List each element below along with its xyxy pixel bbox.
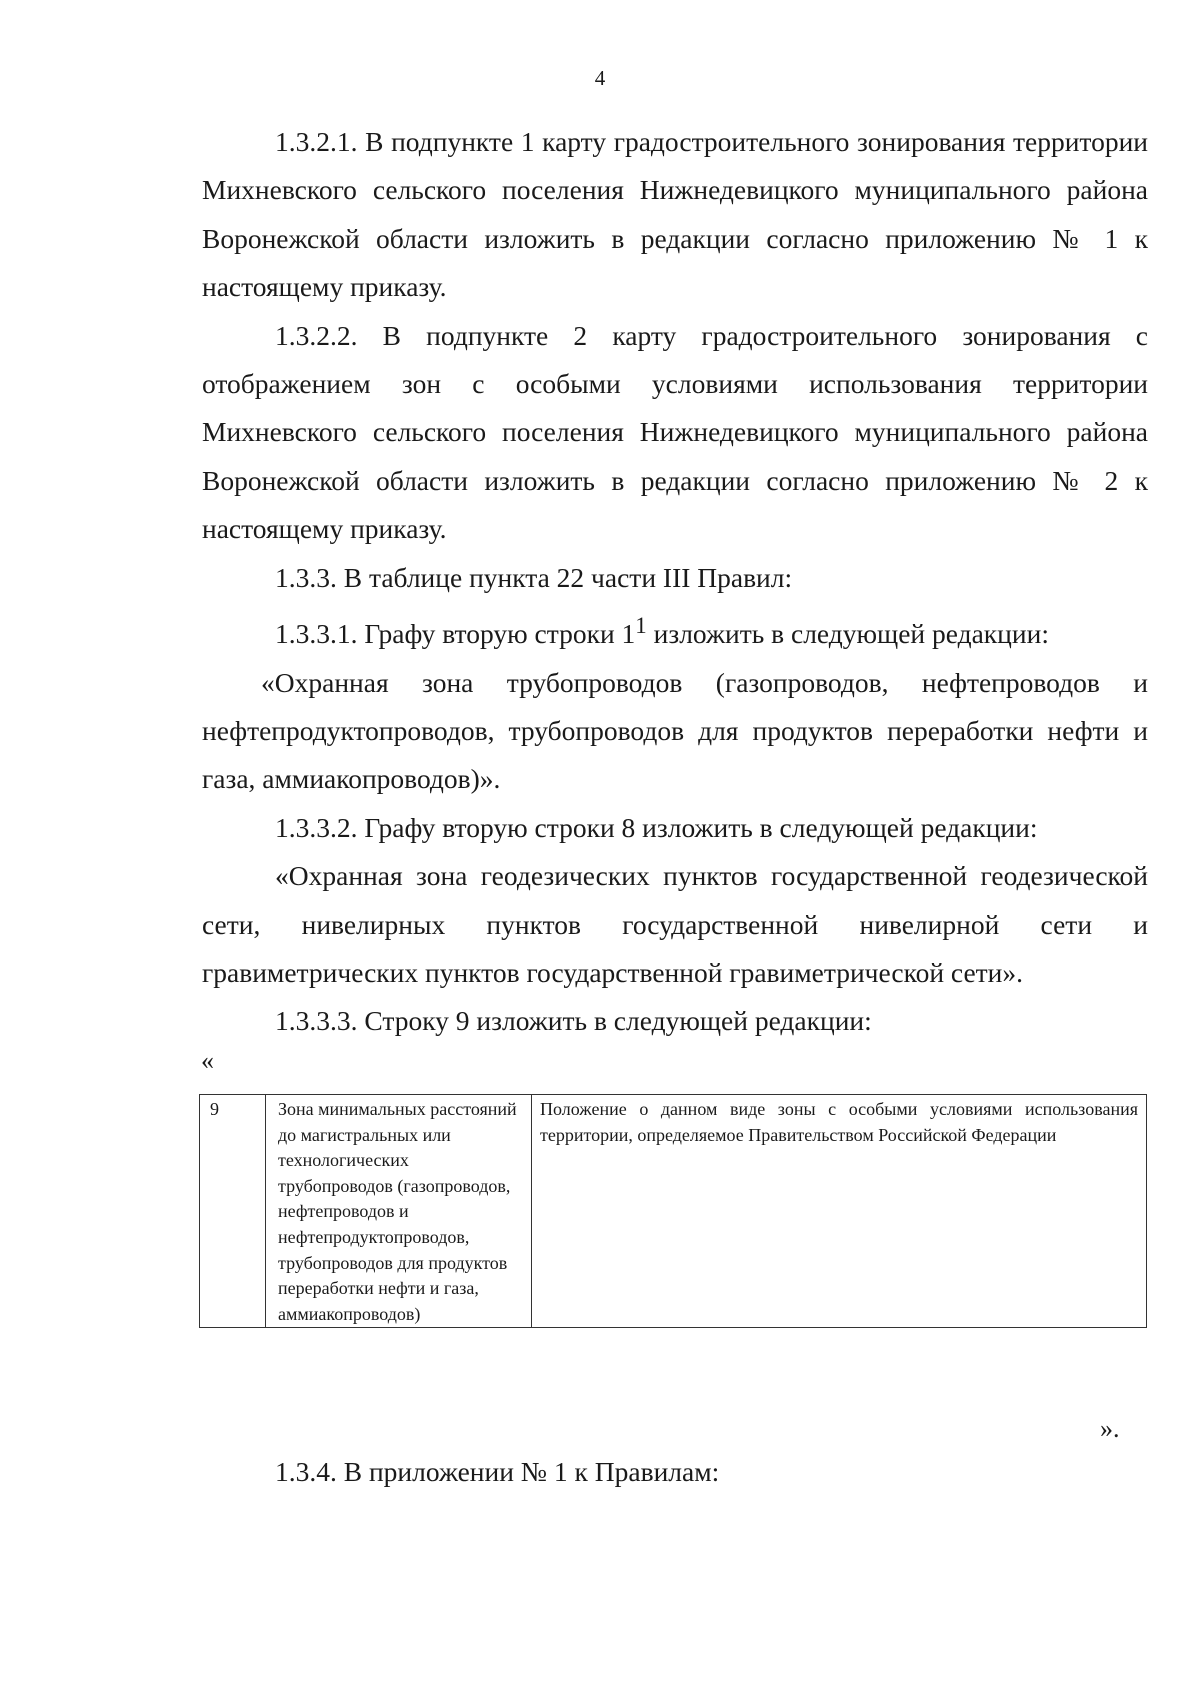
paragraph-1-3-3-1: [202, 602, 1148, 659]
opening-quote-mark: «: [201, 1046, 214, 1075]
document-body: [202, 118, 1148, 1046]
paragraph-1-3-3-3: 1.3.3.3. Строку 9 изложить в следующей редакции:: [275, 1005, 872, 1037]
paragraph-1-3-3-1-text: 1.3.3.1. Графу вторую строки 1: [275, 618, 636, 650]
paragraph-1-3-2-2: 1.3.2.2. В подпункте 2 карту градостроительного зонирования с отображением зон с особыми условиями использования территории Михневского сельского поселения Нижнедевицкого муниципального района Воронежской области изложить в редакции согласно приложению № 2 к настоящему приказу.: [202, 319, 1148, 545]
quoted-text-row-8: «Охранная зона геодезических пунктов государственной геодезической сети, нивелирных пунктов государственной нивелирной сети и гравиметрических пунктов государственной гравиметрической сети».: [202, 860, 1148, 989]
page-number: 4: [594, 66, 606, 90]
quoted-text-row-1: «Охранная зона трубопроводов (газопроводов, нефтепроводов и нефтепродуктопроводов, трубопроводов для продуктов переработки нефти и газа, аммиакопроводов)».: [202, 666, 1148, 795]
zone-description-cell: Положение о данном виде зоны с особыми условиями использования территории, определяемое Правительством Российской Федерации: [532, 1095, 1147, 1328]
paragraph-1-3-3: 1.3.3. В таблице пункта 22 части III Правил:: [275, 561, 793, 593]
table-row: [200, 1095, 1147, 1328]
closing-quote-mark: ».: [1100, 1414, 1120, 1443]
paragraph-1-3-2-1: 1.3.2.1. В подпункте 1 карту градостроительного зонирования территории Михневского сельского поселения Нижнедевицкого муниципального района Воронежской области изложить в редакции согласно приложению № 1 к настоящему приказу.: [202, 126, 1148, 303]
zone-table: [199, 1094, 1147, 1328]
superscript-index: 1: [635, 613, 647, 639]
paragraph-1-3-4: 1.3.4. В приложении № 1 к Правилам:: [275, 1456, 720, 1487]
paragraph-1-3-3-1-text-end: изложить в следующей редакции:: [646, 618, 1049, 650]
paragraph-1-3-3-2: 1.3.3.2. Графу вторую строки 8 изложить в следующей редакции:: [275, 811, 1038, 843]
row-number-cell: 9: [200, 1095, 266, 1328]
zone-name-cell: Зона минимальных расстояний до магистральных или технологических трубопроводов (газопроводов, нефтепроводов и нефтепродуктопроводов, трубопроводов для продуктов переработки нефти и газа, аммиакопроводов): [266, 1095, 532, 1328]
